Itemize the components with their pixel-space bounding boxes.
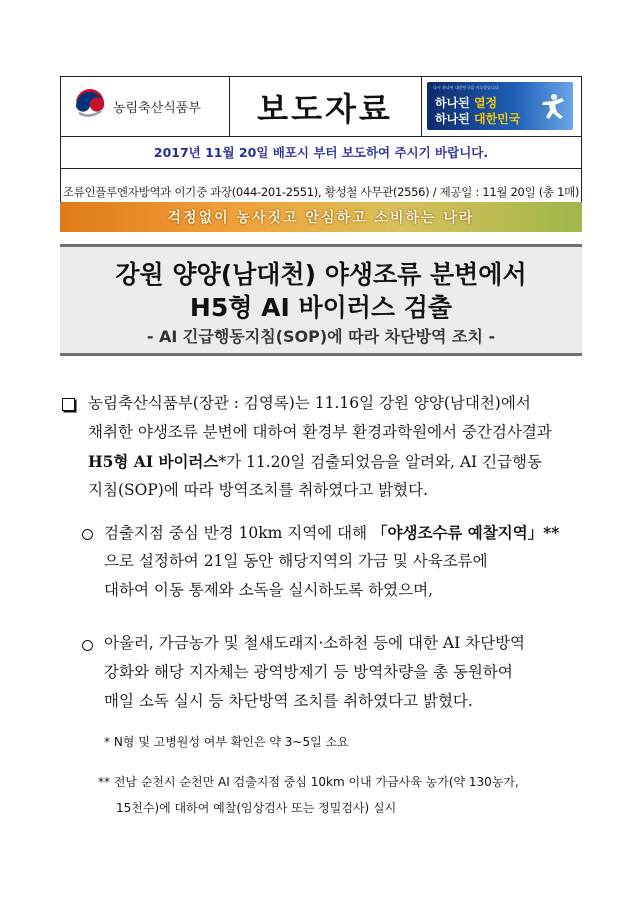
para3-line3: 매일 소독 실시 등 차단방역 조치를 취하였다고 밝혔다. <box>104 692 473 710</box>
virus-type-bold: H5형 AI 바이러스 <box>88 452 219 471</box>
para1-line4: 지침(SOP)에 따라 방역조치를 취하였다고 밝혔다. <box>88 481 428 499</box>
circle-bullet-icon <box>82 640 93 651</box>
press-release-title: 보도자료 <box>257 89 393 128</box>
slogan-small-text: 다시 하나된 대한민국을 이루겠습니다 <box>433 85 499 90</box>
circle-bullet-icon <box>82 529 93 540</box>
footnote-2-line2: 15천수)에 대하여 예찰(임상검사 또는 정밀검사) 실시 <box>116 801 397 815</box>
headline-line-2: H5형 AI 바이러스 검출 <box>189 293 453 322</box>
para1-line2: 채취한 야생조류 분변에 대하여 환경부 환경과학원에서 중간검사결과 <box>88 423 552 441</box>
taegeuk-emblem-icon <box>73 89 107 123</box>
slogan-strip-text: 걱정없이 농사짓고 안심하고 소비하는 나라 <box>167 210 475 226</box>
slogan-line-2-a: 하나된 <box>435 112 474 126</box>
square-bullet-icon <box>62 398 75 411</box>
slogan-line-1-b: 열정 <box>473 96 498 110</box>
slogan-line-1 <box>435 94 497 111</box>
contact-info: 조류인플루엔자방역과 이기중 과장(044-201-2551), 황성철 사무관(2556) / 제공일 : 11월 20일 (총 1매) <box>62 185 580 199</box>
para1-line3-rest: *가 11.20일 검출되었음을 알려와, AI 긴급행동 <box>218 453 542 471</box>
footnote-2-line1: ** 전남 순천시 순천만 AI 검출지점 중심 10km 이내 가금사육 농가(약 130농가, <box>98 775 519 789</box>
para1-line3 <box>88 447 542 478</box>
slogan-line-2-b: 대한민국 <box>473 112 521 126</box>
para2-line1 <box>104 518 559 549</box>
embargo-row <box>61 136 581 169</box>
slogan-line-2 <box>435 110 520 127</box>
para3-line2: 강화와 해당 지자체는 광역방제기 등 방역차량을 총 동원하여 <box>104 663 513 681</box>
ministry-name: 농림축산식품부 <box>113 101 201 116</box>
embargo-notice: 2017년 11월 20일 배포시 부터 보도하여 주시기 바랍니다. <box>153 145 489 160</box>
press-release-title-cell <box>229 77 422 136</box>
para3-line1: 아울러, 가금농가 및 철새도래지·소하천 등에 대한 AI 차단방역 <box>104 634 526 652</box>
headline-line-1: 강원 양양(남대천) 야생조류 분변에서 <box>115 260 527 289</box>
para2-line2: 으로 설정하여 21일 동안 해당지역의 가금 및 사육조류에 <box>104 552 488 570</box>
para2-line3: 대하여 이동 통제와 소독을 실시하도록 하였으며, <box>104 581 434 599</box>
footnote-1: * N형 및 고병원성 여부 확인은 약 3~5일 소요 <box>104 735 349 749</box>
headline-box <box>60 244 582 356</box>
slogan-banner <box>427 82 573 130</box>
para1-line1: 농림축산식품부(장관 : 김영록)는 11.16일 강원 양양(남대천)에서 <box>88 394 531 412</box>
press-release-header <box>60 76 582 217</box>
headline-subtitle: - AI 긴급행동지침(SOP)에 따라 차단방역 조치 - <box>146 327 496 346</box>
athlete-figure-icon <box>537 92 567 120</box>
para2-line1-a: 검출지점 중심 반경 10km 지역에 대해 <box>104 524 373 542</box>
slogan-cell <box>421 77 581 136</box>
surveillance-area-bold: 「야생조수류 예찰지역」** <box>372 523 560 542</box>
ministry-logo-cell <box>61 77 230 136</box>
header-top-row <box>61 77 581 137</box>
slogan-strip <box>60 202 582 232</box>
slogan-line-1-a: 하나된 <box>435 96 474 110</box>
